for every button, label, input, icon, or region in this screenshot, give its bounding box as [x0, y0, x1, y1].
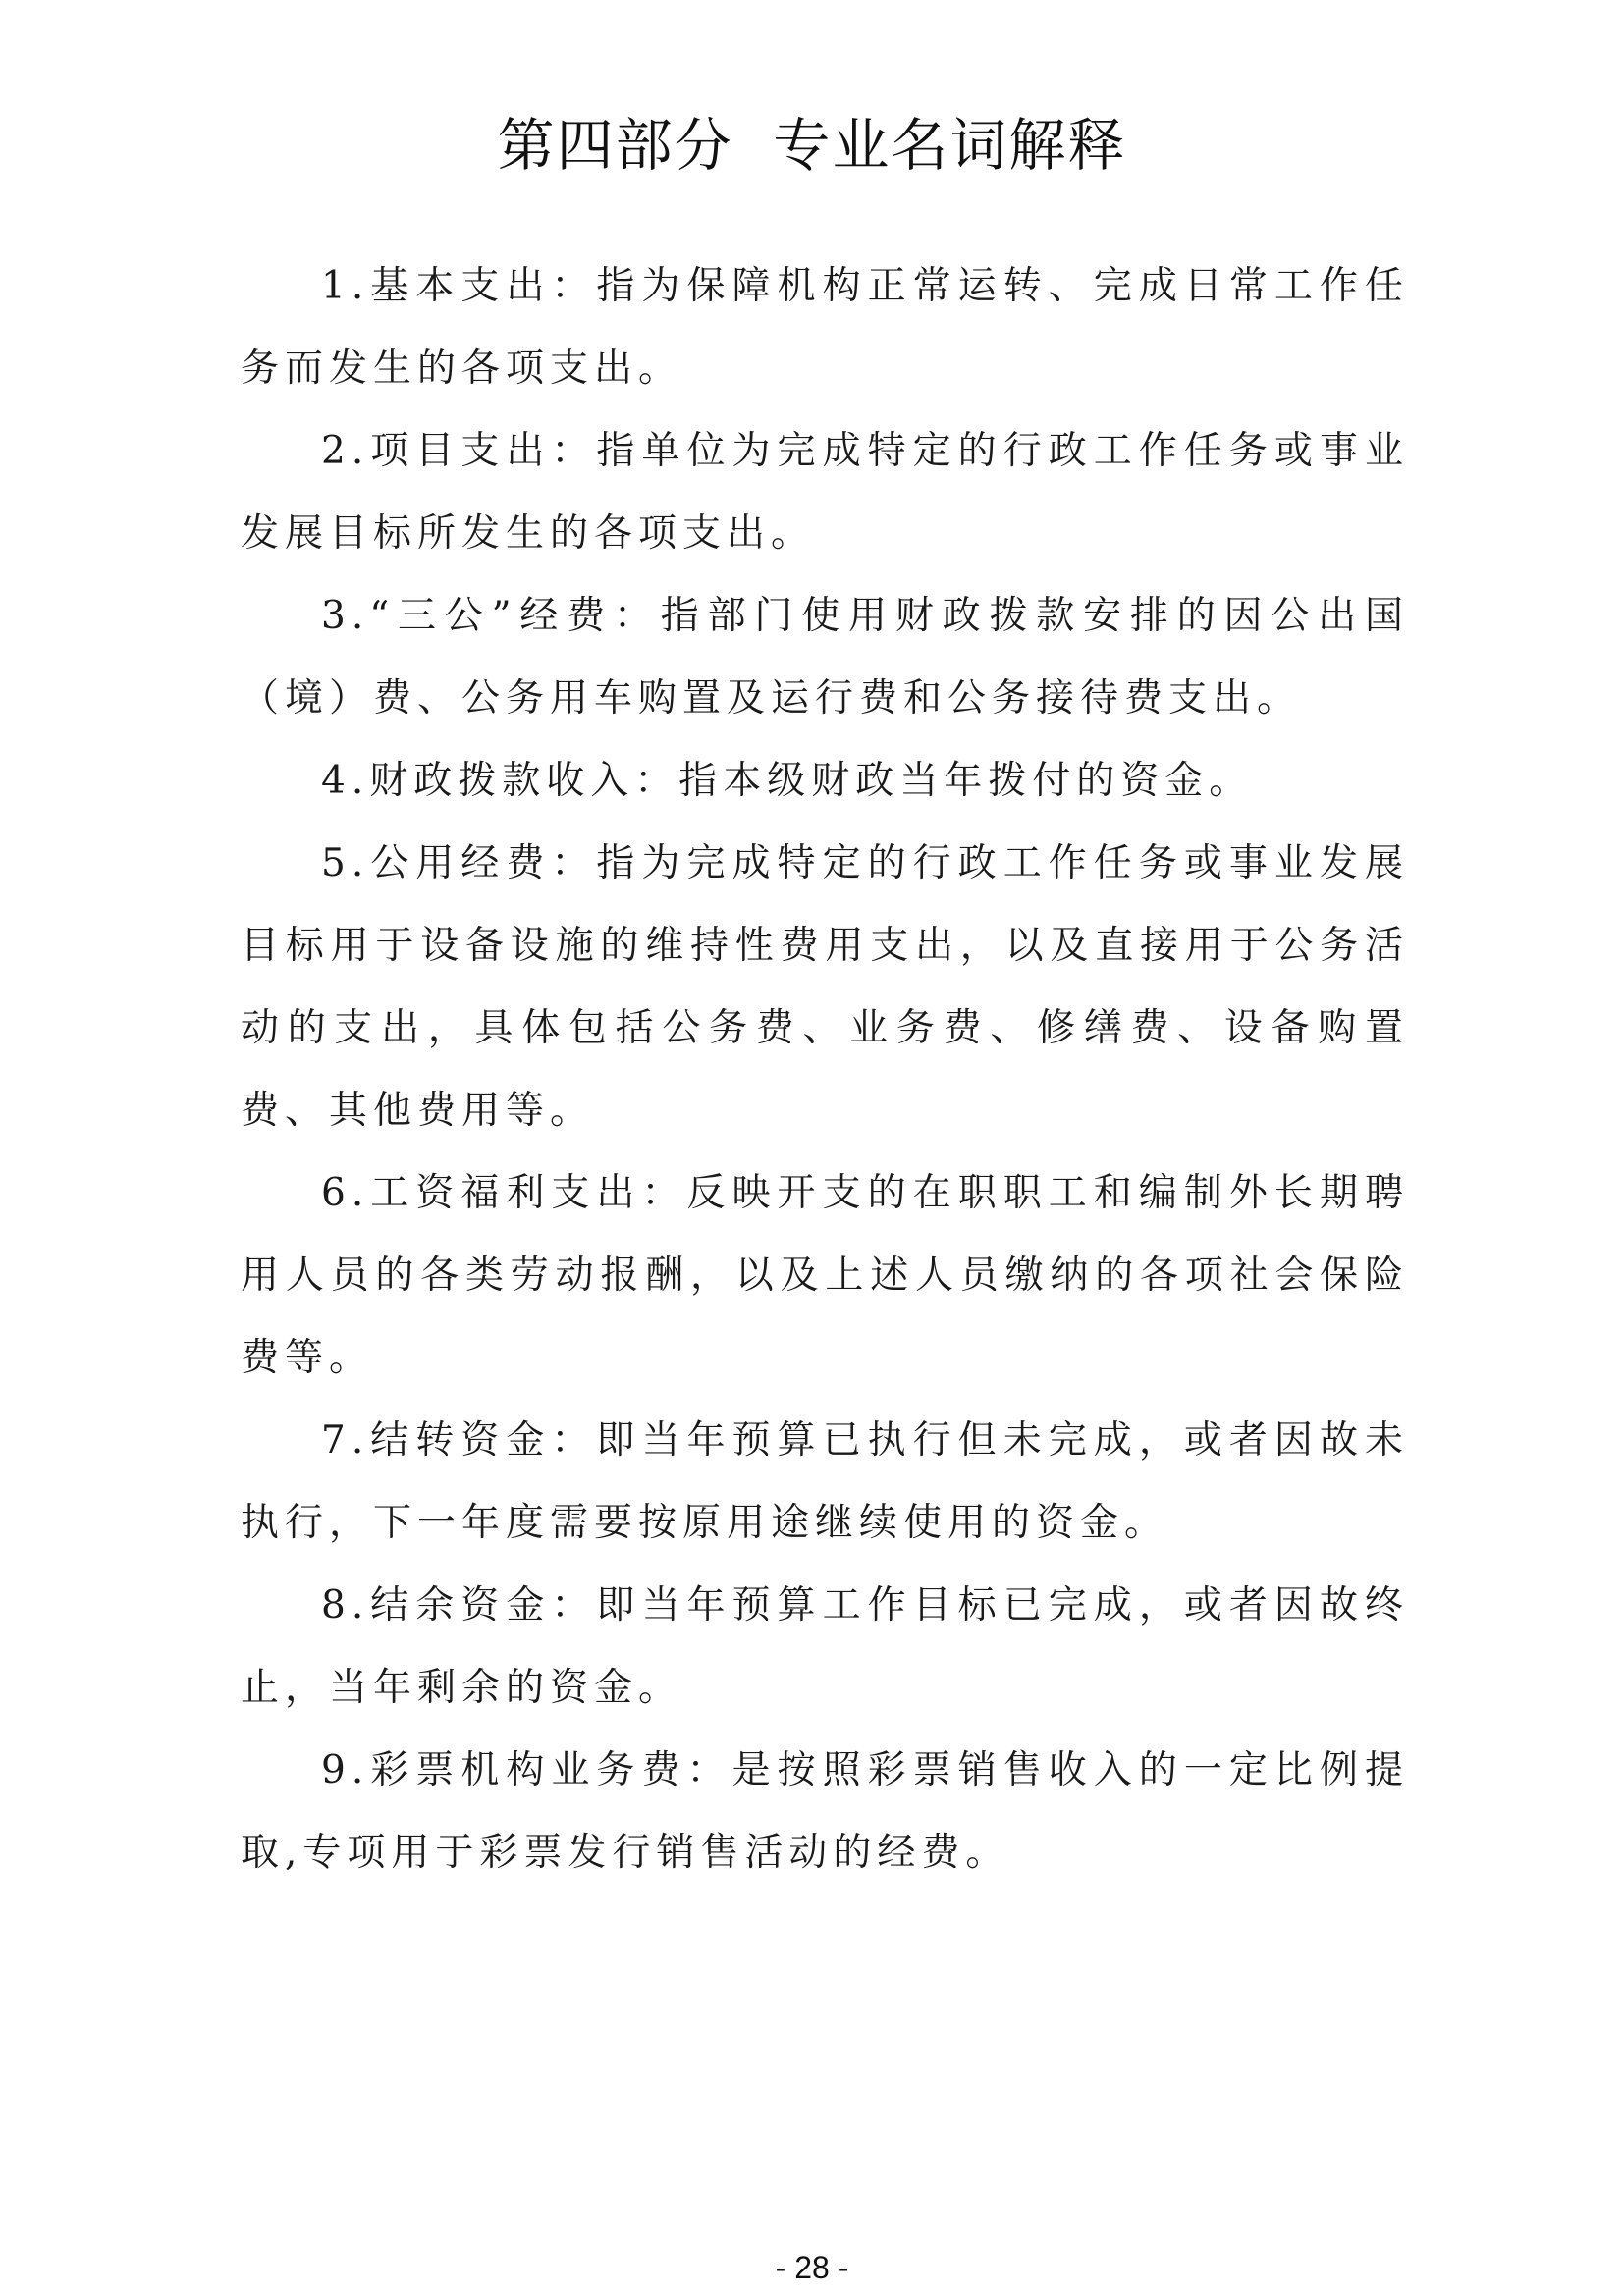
- glossary-item: 2.项目支出：指单位为完成特定的行政工作任务或事业发展目标所发生的各项支出。: [241, 429, 1409, 556]
- glossary-item: 4.财政拨款收入：指本级财政当年拨付的资金。: [321, 759, 1254, 803]
- page-number: - 28 -: [775, 2250, 849, 2285]
- glossary-item: 5.公用经费：指为完成特定的行政工作任务或事业发展目标用于设备设施的维持性费用支出，以及直接用于公务活动的支出，具体包括公务费、业务费、修缮费、设备购置费、其他费用等。: [241, 841, 1409, 1133]
- glossary-item: 7.结转资金：即当年预算已执行但未完成，或者因故未执行，下一年度需要按原用途继续使用的资金。: [241, 1418, 1409, 1545]
- glossary-item: 3.“三公”经费：指部门使用财政拨款安排的因公出国（境）费、公务用车购置及运行费和公务接待费支出。: [241, 594, 1409, 721]
- glossary-item: 8.结余资金：即当年预算工作目标已完成，或者因故终止，当年剩余的资金。: [241, 1583, 1409, 1710]
- glossary-item: 6.工资福利支出：反映开支的在职职工和编制外长期聘用人员的各类劳动报酬，以及上述人员缴纳的各项社会保险费等。: [241, 1171, 1409, 1380]
- glossary-item: 9.彩票机构业务费：是按照彩票销售收入的一定比例提取,专项用于彩票发行销售活动的经费。: [241, 1748, 1409, 1875]
- glossary-body: [241, 245, 1409, 1895]
- glossary-item: 1.基本支出：指为保障机构正常运转、完成日常工作任务而发生的各项支出。: [241, 264, 1409, 391]
- page-title: 第四部分 专业名词解释: [497, 112, 1127, 179]
